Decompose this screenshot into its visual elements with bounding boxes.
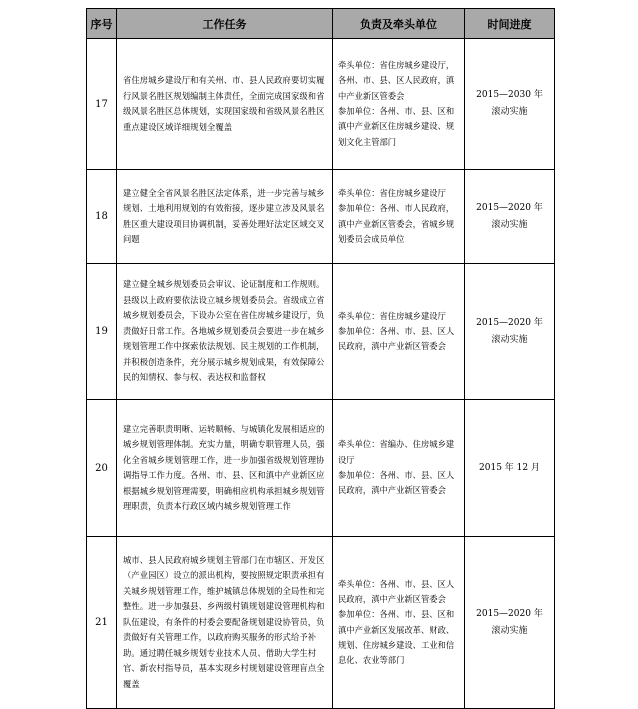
table-row [87, 264, 555, 400]
header-responsible: 负责及牵头单位 [333, 9, 465, 39]
header-num: 序号 [87, 9, 117, 39]
time-mode: 滚动实施 [491, 107, 528, 117]
time-range: 2015—2020 年 [476, 317, 543, 328]
participating-unit: 参加单位：各州、市、县、区人民政府，滇中产业新区管委会 [338, 325, 455, 352]
header-time: 时间进度 [465, 9, 555, 39]
table-row [87, 39, 555, 170]
task-text: 建立健全城乡规划委员会审议、论证制度和工作规则。县级以上政府要依法设立城乡规划委员会。省级成立省城乡规划委员会，下设办公室在省住房城乡建设厅，负责做好日常工作。各地城乡规划委员会要进一步在城乡规划管理工作中探索依法规划、民主规划的工作机制，并积极创造条件，充分展示城乡规划成果，有效保障公民的知情权、参与权、表达权和监督权 [123, 279, 325, 383]
task-text: 建立完善职责明晰、运转顺畅、与城镇化发展相适应的城乡规划管理体制。充实力量，明确专职管理人员，强化全省城乡规划管理工作，进一步加强省级规划管理协调指导工作力度。各州、市、县、区和滇中产业新区应根据城乡规划管理需要，明确相应机构承担城乡规划管理职责，负责本行政区域内城乡规划管理工作 [123, 423, 325, 511]
participating-unit: 参加单位：各州、市、县、区和滇中产业新区住房城乡建设、规划文化主管部门 [338, 106, 455, 147]
lead-unit: 牵头单位：省编办、住房城乡建设厅 [338, 439, 455, 465]
participating-unit: 参加单位：各州、市人民政府，滇中产业新区管委会，省城乡规划委员会成员单位 [338, 203, 455, 244]
task-text: 建立健全全省风景名胜区法定体系，进一步完善与城乡规划、土地利用规划的有效衔接，逐步建立涉及风景名胜区重大建设项目协调机制，妥善处理好法定区域交叉问题 [123, 187, 325, 244]
participating-unit: 参加单位：各州、市、县、区和滇中产业新区发展改革、财政、规划、住房城乡建设、工业和信息化、农业等部门 [338, 609, 455, 666]
lead-unit: 牵头单位：省住房城乡建设厅，各州、市、县、区人民政府，滇中产业新区管委会 [338, 60, 455, 101]
time-mode: 滚动实施 [491, 334, 528, 345]
work-task-table [86, 8, 555, 709]
table-row [87, 537, 555, 709]
task-text: 城市、县人民政府城乡规划主管部门在市辖区、开发区（产业园区）设立的派出机构，要按照规定职责承担有关城乡规划管理工作，维护城镇总体规划的全局性和完整性。进一步加强县、乡两级村镇规划建设管理机构和队伍建设，有条件的村委会要配备规划建设协管员，负责做好有关管理工作，以政府购买服务的形式给予补助。通过聘任城乡规划专业技术人员、借助大学生村官、新农村指导员，基本实现乡村规划建设管理盲点全覆盖 [123, 554, 325, 689]
time-mode: 滚动实施 [491, 625, 528, 636]
task-text: 省住房城乡建设厅和有关州、市、县人民政府要切实履行风景名胜区规划编制主体责任，全面完成国家级和省级风景名胜区总体规划，实现国家级和省级风景名胜区重点建设区域详细规划全覆盖 [123, 75, 325, 132]
time-mode: 滚动实施 [491, 219, 528, 230]
row-number: 17 [87, 39, 117, 170]
time-range: 2015 年 12 月 [479, 462, 540, 473]
row-number: 21 [87, 537, 117, 709]
time-range: 2015—2020 年 [476, 202, 543, 213]
table-row [87, 170, 555, 264]
row-number: 19 [87, 264, 117, 400]
participating-unit: 参加单位：各州、市、县、区人民政府，滇中产业新区管委会 [338, 470, 455, 496]
lead-unit: 牵头单位：省住房城乡建设厅 [338, 310, 446, 321]
time-range: 2015—2030 年 [476, 90, 543, 100]
row-number: 18 [87, 170, 117, 264]
lead-unit: 牵头单位：各州、市、县、区人民政府，滇中产业新区管委会 [338, 578, 455, 604]
table-row [87, 400, 555, 537]
lead-unit: 牵头单位：省住房城乡建设厅 [338, 187, 446, 198]
header-task: 工作任务 [117, 9, 333, 39]
time-range: 2015—2020 年 [476, 608, 543, 619]
table-header-row [87, 9, 555, 39]
row-number: 20 [87, 400, 117, 537]
